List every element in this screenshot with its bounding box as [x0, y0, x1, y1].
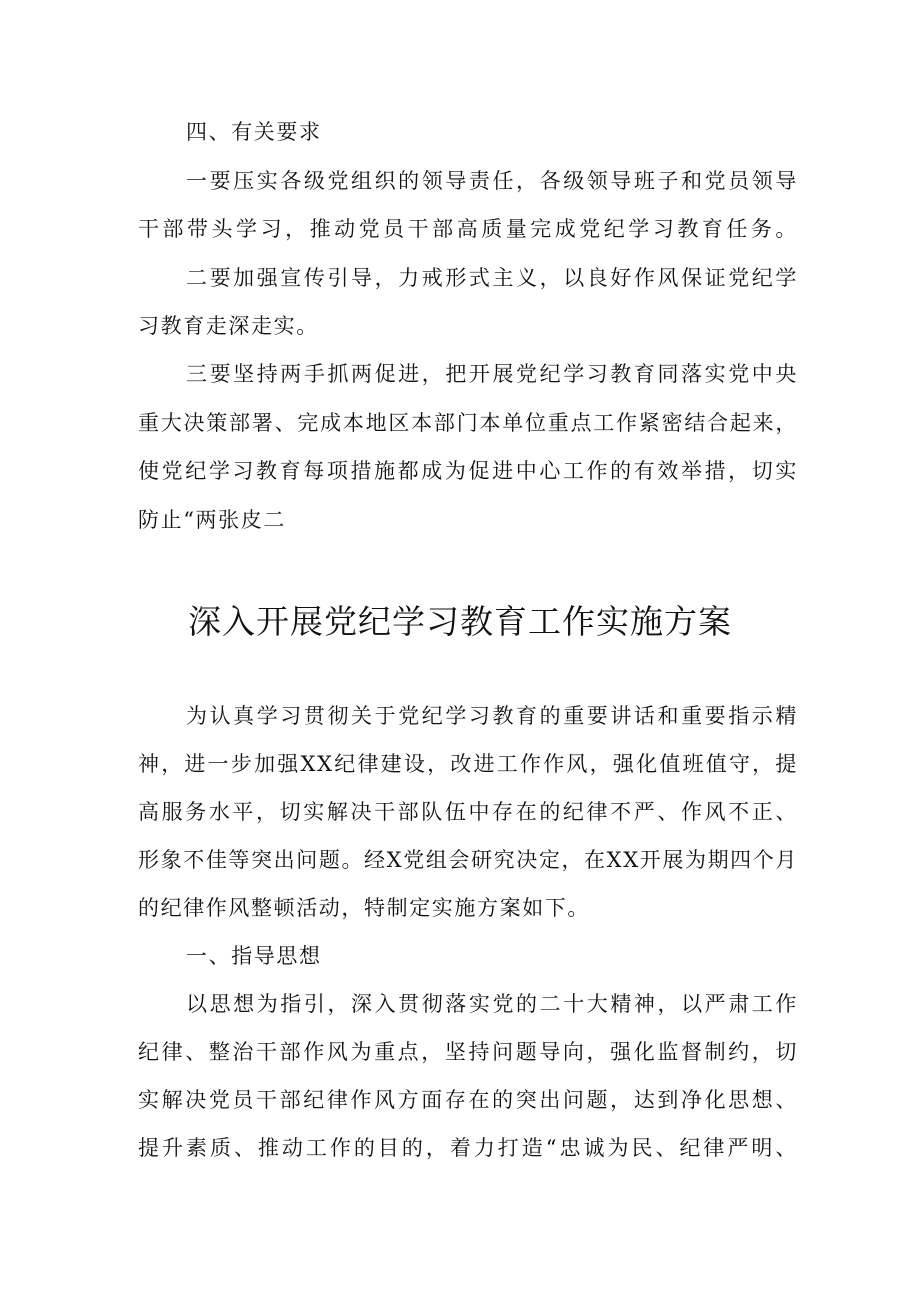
paragraph-line: 为认真学习贯彻关于党纪学习教育的重要讲话和重要指示精	[186, 704, 798, 728]
paragraph-line: 干部带头学习，推动党员干部高质量完成党纪学习教育任务。	[138, 217, 798, 241]
paragraph-line: 实解决党员干部纪律作风方面存在的突出问题，达到净化思想、	[138, 1088, 798, 1112]
paragraph-line: 三要坚持两手抓两促进，把开展党纪学习教育同落实党中央	[186, 362, 798, 386]
paragraph-line: 以思想为指引，深入贯彻落实党的二十大精神，以严肃工作	[186, 992, 798, 1016]
paragraph-line: 二要加强宣传引导，力戒形式主义，以良好作风保证党纪学	[186, 266, 798, 290]
paragraph-line: 高服务水平，切实解决干部队伍中存在的纪律不严、作风不正、	[138, 800, 798, 824]
paragraph-line: 神，进一步加强XX纪律建设，改进工作作风，强化值班值守，提	[138, 752, 798, 776]
section-one-heading: 一、指导思想	[186, 944, 322, 968]
paragraph-line: 纪律、整治干部作风为重点，坚持问题导向，强化监督制约，切	[138, 1040, 798, 1064]
paragraph-line: 习教育走深走实。	[138, 314, 319, 338]
paragraph-line: 的纪律作风整顿活动，特制定实施方案如下。	[138, 896, 590, 920]
paragraph-line: 使党纪学习教育每项措施都成为促进中心工作的有效举措，切实	[138, 459, 798, 483]
paragraph-line: 防止“两张皮二	[138, 508, 286, 532]
document-title: 深入开展党纪学习教育工作实施方案	[188, 602, 732, 641]
paragraph-line: 形象不佳等突出问题。经X党组会研究决定，在XX开展为期四个月	[138, 848, 798, 872]
paragraph-line: 提升素质、推动工作的目的，着力打造“忠诚为民、纪律严明、	[138, 1136, 798, 1160]
paragraph-line: 重大决策部署、完成本地区本部门本单位重点工作紧密结合起来，	[138, 411, 798, 435]
section-four-heading: 四、有关要求	[186, 120, 322, 144]
paragraph-line: 一要压实各级党组织的领导责任，各级领导班子和党员领导	[186, 169, 798, 193]
